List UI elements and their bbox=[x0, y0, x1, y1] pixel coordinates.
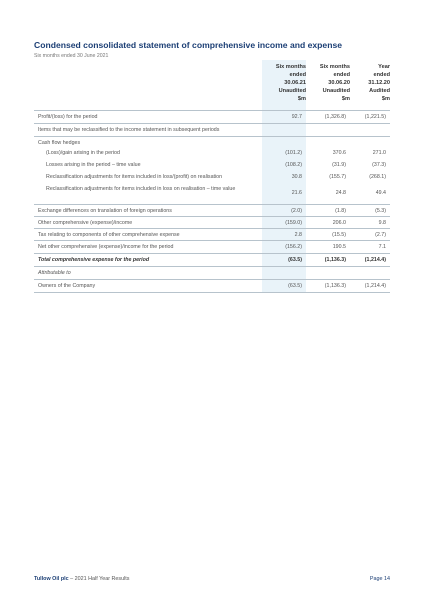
value-h1-2020: (1,136.3) bbox=[324, 257, 346, 263]
value-fy-2020: (1,214.4) bbox=[364, 283, 386, 289]
value-h1-2021: (63.5) bbox=[288, 283, 302, 289]
value-h1-2021: 2.8 bbox=[294, 232, 302, 238]
row-label: Profit/(loss) for the period bbox=[38, 114, 98, 120]
row-label: Losses arising in the period – time value bbox=[46, 162, 141, 168]
value-fy-2020: (1,221.5) bbox=[364, 114, 386, 120]
value-h1-2020: (1.8) bbox=[335, 208, 346, 214]
table-row bbox=[34, 160, 390, 172]
row-label: Reclassification adjustments for items included in loss/(profit) on realisation bbox=[46, 174, 223, 180]
row-label: Tax relating to components of other comprehensive expense bbox=[38, 232, 180, 238]
value-h1-2021: 30.8 bbox=[291, 174, 302, 180]
value-h1-2020: 206.0 bbox=[332, 220, 346, 226]
value-h1-2021: (108.2) bbox=[285, 162, 302, 168]
row-label: Total comprehensive expense for the period bbox=[38, 257, 150, 263]
column-header-h1-2020: Six months ended 30.06.20 Unaudited $m bbox=[319, 64, 350, 103]
table-row bbox=[34, 110, 390, 124]
column-header-h1-2021: Six months ended 30.06.21 Unaudited $m bbox=[275, 64, 306, 103]
row-label: (Loss)/gain arising in the period bbox=[46, 150, 120, 156]
table-row bbox=[34, 172, 390, 185]
table-row bbox=[34, 148, 390, 160]
value-h1-2020: 190.5 bbox=[332, 244, 346, 250]
footer-report-name bbox=[34, 576, 129, 582]
row-label: Other comprehensive (expense)/income bbox=[38, 220, 133, 226]
value-h1-2021: (156.2) bbox=[285, 244, 302, 250]
value-h1-2021: (159.0) bbox=[285, 220, 302, 226]
row-label: Cash flow hedges bbox=[38, 140, 81, 146]
table-row bbox=[34, 123, 390, 137]
value-h1-2021: 21.6 bbox=[291, 190, 302, 196]
footer-report: – 2021 Half Year Results bbox=[70, 576, 130, 582]
value-fy-2020: 7.1 bbox=[378, 244, 386, 250]
value-h1-2020: 370.6 bbox=[332, 150, 346, 156]
row-label: Net other comprehensive (expense)/income for the period bbox=[38, 244, 174, 250]
column-header-fy-2020: Year ended 31.12.20 Audited $m bbox=[368, 64, 390, 103]
table-row-total bbox=[34, 253, 390, 267]
page-title: Condensed consolidated statement of comprehensive income and expense bbox=[34, 40, 343, 50]
value-fy-2020: 271.0 bbox=[372, 150, 386, 156]
row-label: Owners of the Company bbox=[38, 283, 96, 289]
value-h1-2020: (31.9) bbox=[332, 162, 346, 168]
footer-company: Tullow Oil plc bbox=[34, 576, 69, 582]
value-h1-2020: (155.7) bbox=[329, 174, 346, 180]
table-row bbox=[34, 279, 390, 293]
value-h1-2021: (63.5) bbox=[288, 257, 302, 263]
value-fy-2020: (5.3) bbox=[375, 208, 386, 214]
page-subtitle: Six months ended 30 June 2021 bbox=[34, 53, 109, 59]
row-label: Reclassification adjustments for items included in loss on realisation – time value bbox=[46, 186, 236, 192]
table-row bbox=[34, 240, 390, 254]
value-fy-2020: 9.8 bbox=[378, 220, 386, 226]
value-h1-2021: (2.0) bbox=[291, 208, 302, 214]
value-fy-2020: (1,214.4) bbox=[364, 257, 386, 263]
row-label: Items that may be reclassified to the income statement in subsequent periods bbox=[38, 127, 220, 133]
value-h1-2020: (1,136.3) bbox=[324, 283, 346, 289]
page-number: Page 14 bbox=[369, 576, 390, 582]
row-label: Exchange differences on translation of foreign operations bbox=[38, 208, 172, 214]
value-h1-2021: 92.7 bbox=[291, 114, 302, 120]
value-h1-2020: 24.8 bbox=[335, 190, 346, 196]
value-fy-2020: (2.7) bbox=[375, 232, 386, 238]
row-label: Attributable to bbox=[38, 270, 71, 276]
table-row bbox=[34, 266, 390, 280]
value-fy-2020: (37.3) bbox=[372, 162, 386, 168]
table-bottom-rule bbox=[34, 292, 390, 293]
value-h1-2021: (101.2) bbox=[285, 150, 302, 156]
value-h1-2020: (15.5) bbox=[332, 232, 346, 238]
value-fy-2020: (268.1) bbox=[369, 174, 386, 180]
value-h1-2020: (1,326.8) bbox=[324, 114, 346, 120]
value-fy-2020: 49.4 bbox=[375, 190, 386, 196]
table-row bbox=[34, 185, 390, 203]
